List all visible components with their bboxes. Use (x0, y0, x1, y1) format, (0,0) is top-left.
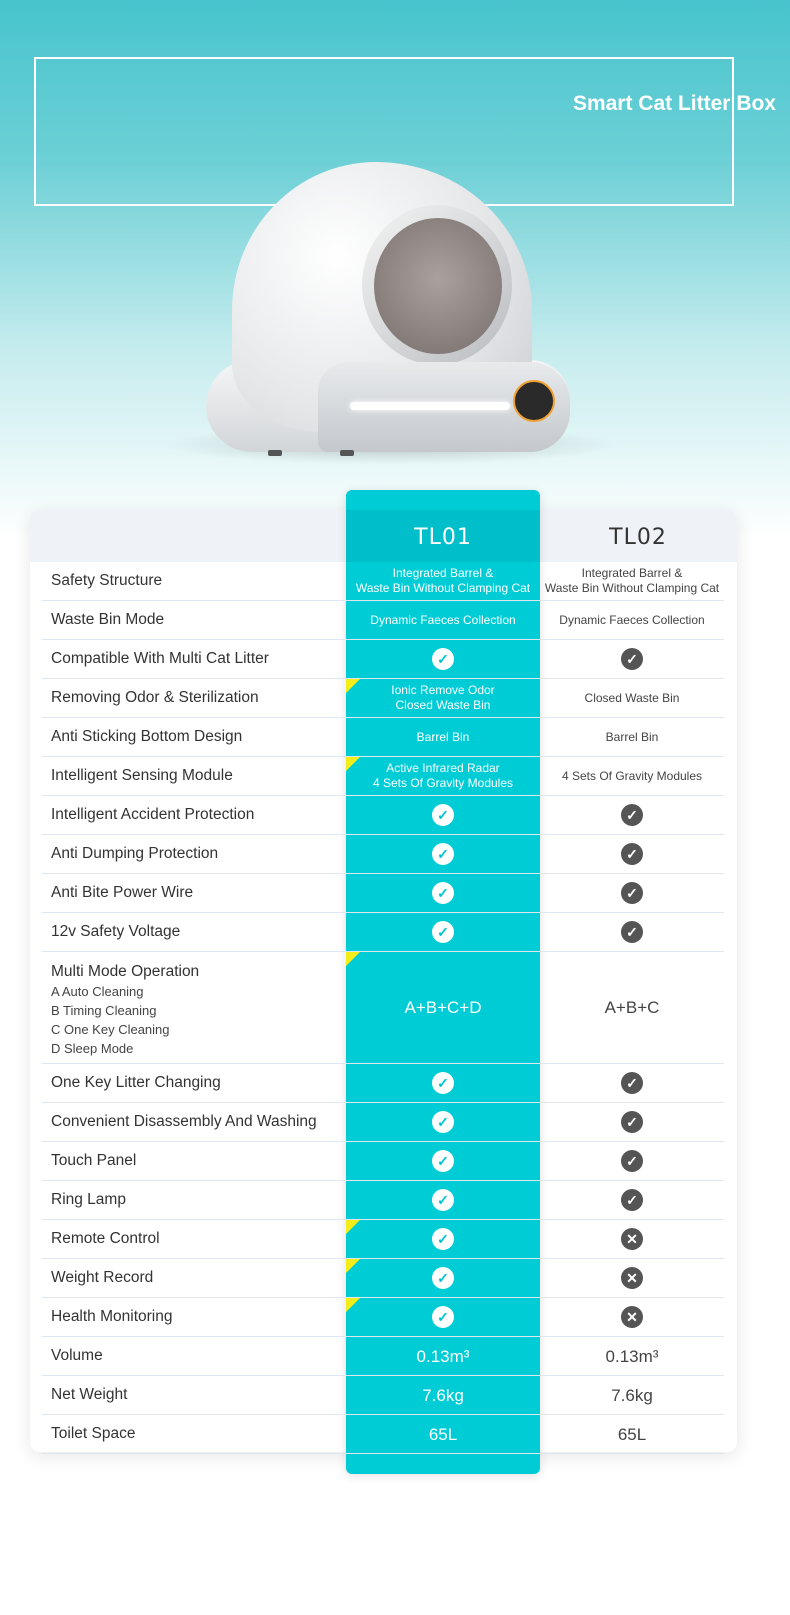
cell-tl02 (540, 1181, 724, 1219)
table-row (42, 1337, 724, 1376)
row-label: Waste Bin Mode (51, 611, 165, 628)
table-row (42, 1415, 724, 1454)
highlight-corner-marker (346, 952, 360, 966)
table-row (42, 1220, 724, 1259)
product-light-bar (350, 402, 510, 410)
cell-value (617, 1424, 647, 1444)
cell-text-line: Closed Waste Bin (395, 698, 491, 712)
row-label-cell (42, 679, 346, 717)
row-label: Volume (51, 1347, 103, 1364)
check-circle-icon: ✓ (432, 882, 454, 904)
check-circle-icon: ✓ (621, 1111, 643, 1133)
cell-tl01 (346, 835, 540, 873)
cell-value (585, 691, 680, 706)
cross-circle-icon: ✕ (621, 1306, 643, 1328)
cell-tl02 (540, 679, 724, 717)
cell-tl02 (540, 1298, 724, 1336)
row-label: Net Weight (51, 1386, 128, 1403)
check-circle-icon: ✓ (621, 882, 643, 904)
cell-text-line: 0.13m³ (416, 1346, 470, 1366)
cell-text-line: 7.6kg (611, 1385, 653, 1405)
cell-tl01 (346, 562, 540, 600)
row-label-cell (42, 640, 346, 678)
cell-tl01 (346, 601, 540, 639)
cell-text-line: A+B+C (604, 998, 660, 1017)
cell-tl01 (346, 796, 540, 834)
cell-tl01 (346, 757, 540, 795)
cell-text-line: 4 Sets Of Gravity Modules (372, 776, 514, 790)
cell-tl01 (346, 1142, 540, 1180)
row-label: Intelligent Sensing Module (51, 767, 233, 784)
cell-value (356, 566, 530, 596)
check-circle-icon: ✓ (432, 1189, 454, 1211)
row-label-cell (42, 835, 346, 873)
cell-text-line: Integrated Barrel & (392, 566, 494, 580)
cell-tl02 (540, 874, 724, 912)
cell-tl02 (540, 952, 724, 1063)
row-label-cell (42, 1415, 346, 1453)
cell-tl01 (346, 1298, 540, 1336)
cell-text-line: Waste Bin Without Clamping Cat (355, 581, 531, 595)
cell-value (611, 1385, 653, 1405)
check-circle-icon: ✓ (432, 1150, 454, 1172)
cell-tl02 (540, 562, 724, 600)
table-row (42, 952, 724, 1064)
table-row (42, 1064, 724, 1103)
column-header-tl02: TL02 (609, 525, 667, 550)
row-label: 12v Safety Voltage (51, 923, 181, 940)
cell-value (422, 1385, 464, 1405)
highlight-corner-marker (346, 1298, 360, 1312)
row-label: Multi Mode Operation (51, 963, 200, 980)
highlight-corner-marker (346, 1259, 360, 1273)
check-circle-icon: ✓ (432, 843, 454, 865)
row-label-cell (42, 1220, 346, 1258)
table-row (42, 1103, 724, 1142)
table-row (42, 913, 724, 952)
check-circle-icon: ✓ (621, 804, 643, 826)
check-circle-icon: ✓ (432, 1228, 454, 1250)
cell-tl02 (540, 1142, 724, 1180)
row-label: Toilet Space (51, 1425, 136, 1442)
cell-value (404, 1000, 481, 1015)
row-label-cell (42, 1103, 346, 1141)
page-title: Smart Cat Litter Box (572, 92, 776, 115)
row-label: Anti Bite Power Wire (51, 884, 194, 901)
cell-tl01 (346, 1259, 540, 1297)
row-label-cell (42, 796, 346, 834)
cell-text-line: Integrated Barrel & (581, 566, 683, 580)
product-image-litter-box (0, 0, 790, 520)
cell-tl01 (346, 679, 540, 717)
table-row (42, 601, 724, 640)
cell-text-line: 7.6kg (422, 1385, 464, 1405)
row-label-cell (42, 1181, 346, 1219)
row-label-cell (42, 1064, 346, 1102)
table-row (42, 640, 724, 679)
cell-tl02 (540, 913, 724, 951)
check-circle-icon: ✓ (432, 804, 454, 826)
row-label: Intelligent Accident Protection (51, 806, 255, 823)
product-foot (340, 450, 354, 456)
cell-tl01 (346, 1376, 540, 1414)
cell-value (373, 761, 513, 791)
cell-tl01 (346, 874, 540, 912)
check-circle-icon: ✓ (621, 1150, 643, 1172)
cell-text-line: Barrel Bin (605, 729, 659, 744)
check-circle-icon: ✓ (621, 1072, 643, 1094)
row-label-cell (42, 757, 346, 795)
cell-tl02 (540, 835, 724, 873)
row-label: One Key Litter Changing (51, 1074, 221, 1091)
row-label-cell (42, 1142, 346, 1180)
highlight-corner-marker (346, 1220, 360, 1234)
cell-tl01 (346, 1181, 540, 1219)
cell-tl02 (540, 601, 724, 639)
product-door-opening (374, 218, 502, 354)
mode-item: D Sleep Mode (51, 1041, 134, 1056)
cell-tl01 (346, 1220, 540, 1258)
row-label: Anti Sticking Bottom Design (51, 728, 243, 745)
mode-item: A Auto Cleaning (51, 984, 144, 999)
cell-tl02 (540, 1064, 724, 1102)
cell-value (605, 1000, 660, 1015)
cell-tl02 (540, 718, 724, 756)
cell-value (416, 1346, 470, 1366)
highlight-corner-marker (346, 757, 360, 771)
cell-value (391, 683, 494, 713)
cell-tl01 (346, 913, 540, 951)
cell-tl01 (346, 1337, 540, 1375)
check-circle-icon: ✓ (432, 1306, 454, 1328)
cell-text-line: 65L (617, 1424, 647, 1444)
cell-text-line: 0.13m³ (605, 1346, 659, 1366)
table-row (42, 757, 724, 796)
row-label-cell (42, 874, 346, 912)
cell-tl02 (540, 640, 724, 678)
table-row (42, 835, 724, 874)
cell-value (370, 613, 515, 628)
cell-text-line: Dynamic Faeces Collection (370, 612, 516, 627)
row-label: Anti Dumping Protection (51, 845, 219, 862)
cross-circle-icon: ✕ (621, 1228, 643, 1250)
row-label: Removing Odor & Sterilization (51, 689, 259, 706)
table-row (42, 1298, 724, 1337)
cell-tl01 (346, 952, 540, 1063)
cell-tl02 (540, 1259, 724, 1297)
table-row (42, 874, 724, 913)
row-label-cell (42, 1298, 346, 1336)
row-label: Remote Control (51, 1230, 160, 1247)
cell-text-line: Closed Waste Bin (584, 690, 680, 705)
cell-text-line: Ionic Remove Odor (391, 683, 495, 697)
row-label-cell (42, 562, 346, 600)
cell-tl02 (540, 1376, 724, 1414)
cell-tl02 (540, 757, 724, 795)
table-row (42, 679, 724, 718)
cell-text-line: 65L (428, 1424, 458, 1444)
check-circle-icon: ✓ (621, 843, 643, 865)
row-label: Health Monitoring (51, 1308, 173, 1325)
cell-value (605, 1346, 659, 1366)
check-circle-icon: ✓ (621, 921, 643, 943)
cell-value (606, 730, 659, 745)
cell-tl01 (346, 718, 540, 756)
row-label-cell (42, 1376, 346, 1414)
check-circle-icon: ✓ (621, 1189, 643, 1211)
check-circle-icon: ✓ (432, 648, 454, 670)
cell-value (545, 566, 719, 596)
cell-tl01 (346, 1103, 540, 1141)
cell-tl02 (540, 1415, 724, 1453)
highlight-corner-marker (346, 679, 360, 693)
cell-text-line: Waste Bin Without Clamping Cat (544, 581, 720, 595)
cell-value (559, 613, 704, 628)
mode-item: B Timing Cleaning (51, 1003, 157, 1018)
cell-value (562, 769, 702, 784)
cell-value (417, 730, 470, 745)
row-label: Compatible With Multi Cat Litter (51, 650, 269, 667)
row-label-cell (42, 1337, 346, 1375)
cell-tl01 (346, 640, 540, 678)
check-circle-icon: ✓ (432, 921, 454, 943)
table-row (42, 718, 724, 757)
cross-circle-icon: ✕ (621, 1267, 643, 1289)
cell-tl02 (540, 1337, 724, 1375)
column-header-tl01: TL01 (414, 525, 472, 550)
cell-text-line: A+B+C+D (404, 998, 482, 1017)
cell-tl01 (346, 1064, 540, 1102)
table-row (42, 1142, 724, 1181)
table-row (42, 562, 724, 601)
product-touch-panel (513, 380, 555, 422)
table-row (42, 1376, 724, 1415)
cell-tl01 (346, 1415, 540, 1453)
table-row (42, 1181, 724, 1220)
row-label-cell (42, 913, 346, 951)
mode-item: C One Key Cleaning (51, 1022, 170, 1037)
row-label-cell (42, 952, 346, 1063)
product-foot (268, 450, 282, 456)
cell-tl02 (540, 1103, 724, 1141)
row-label-cell (42, 601, 346, 639)
cell-value (428, 1424, 458, 1444)
cell-text-line: 4 Sets Of Gravity Modules (561, 768, 703, 783)
cell-text-line: Dynamic Faeces Collection (559, 612, 705, 627)
row-label-cell (42, 1259, 346, 1297)
row-label-cell (42, 718, 346, 756)
row-label: Weight Record (51, 1269, 154, 1286)
table-body (42, 562, 724, 1454)
row-label: Safety Structure (51, 572, 163, 589)
table-row (42, 796, 724, 835)
row-label: Convenient Disassembly And Washing (51, 1113, 317, 1130)
row-label: Ring Lamp (51, 1191, 126, 1208)
table-row (42, 1259, 724, 1298)
check-circle-icon: ✓ (432, 1267, 454, 1289)
cell-tl02 (540, 1220, 724, 1258)
check-circle-icon: ✓ (621, 648, 643, 670)
check-circle-icon: ✓ (432, 1072, 454, 1094)
row-label: Touch Panel (51, 1152, 137, 1169)
cell-tl02 (540, 796, 724, 834)
check-circle-icon: ✓ (432, 1111, 454, 1133)
cell-text-line: Active Infrared Radar (386, 761, 500, 775)
cell-text-line: Barrel Bin (416, 729, 470, 744)
